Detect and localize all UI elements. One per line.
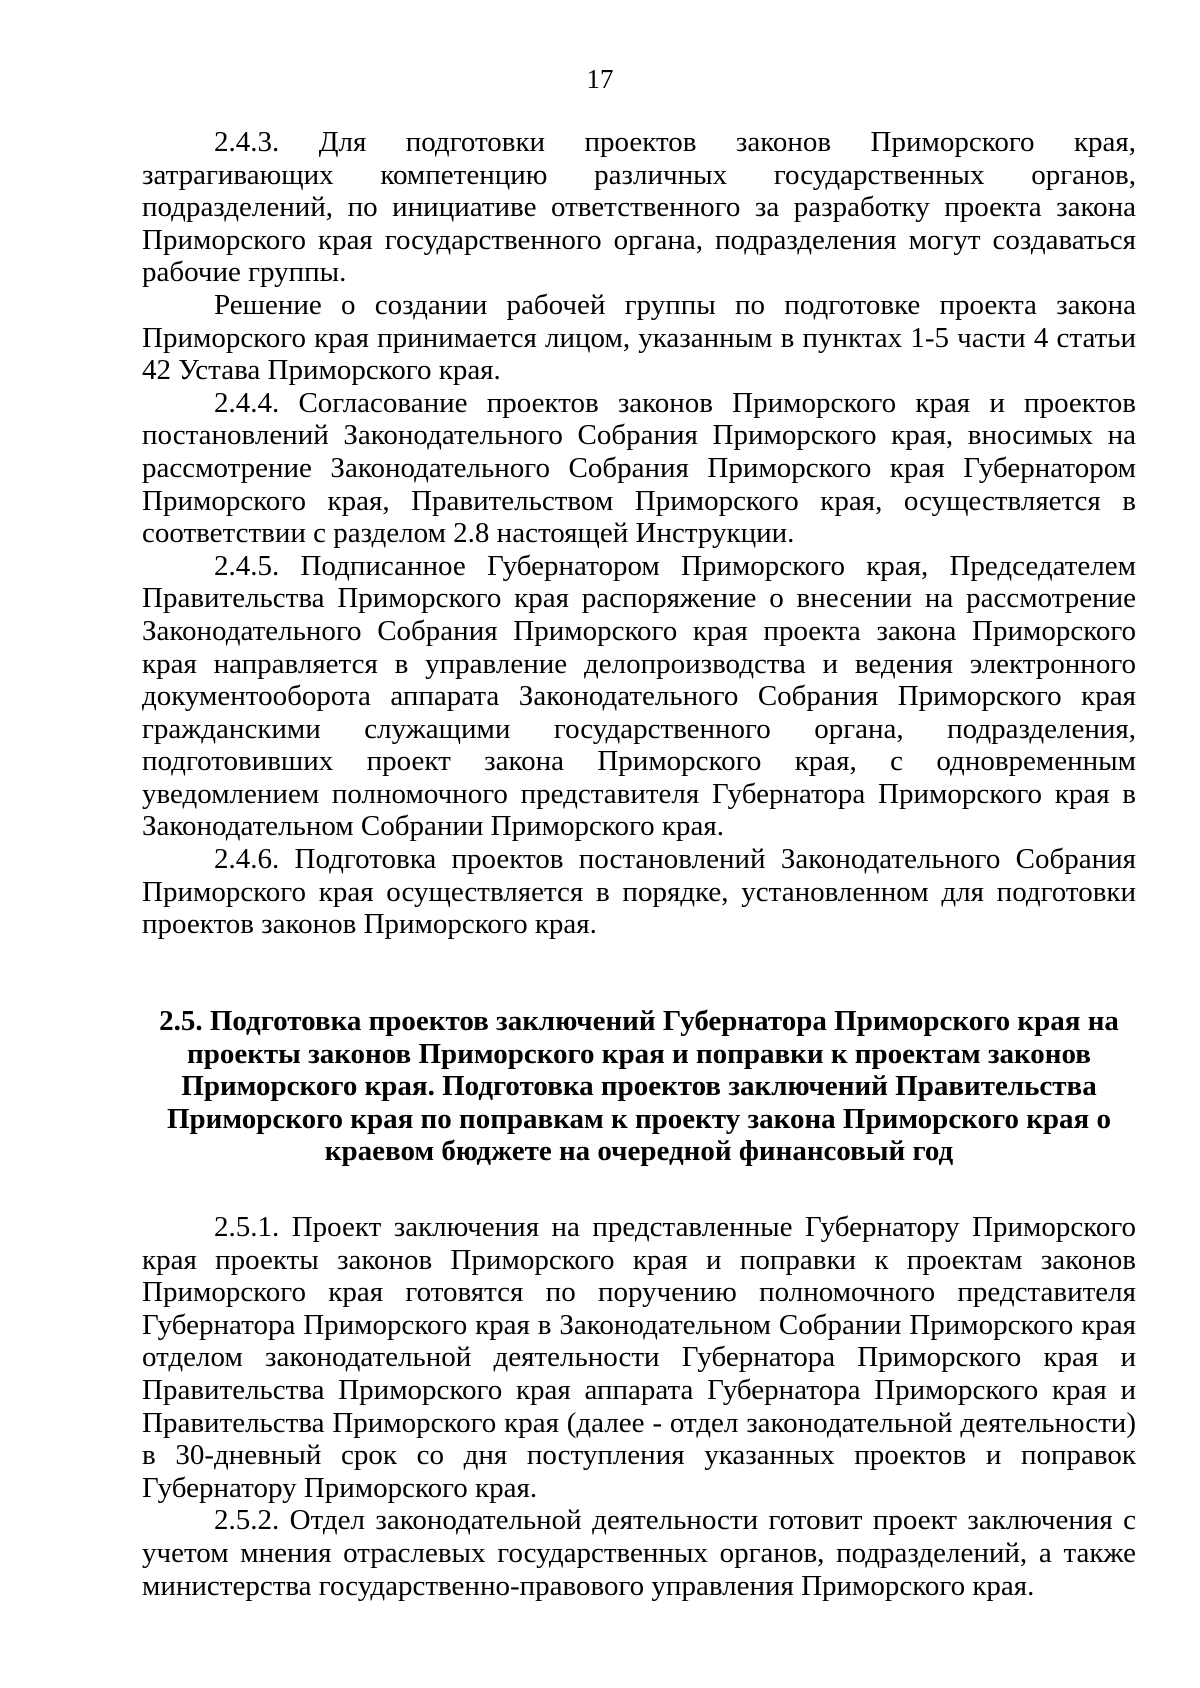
paragraph-2-4-4: 2.4.4. Согласование проектов законов Приморского края и проектов постановлений Законодательного Собрания Приморского края, вносимых на рассмотрение Законодательного Собрания Приморского края Губернатором Приморского края, Правительством Приморского края, осуществляется в соответствии с разделом 2.8 настоящей Инструкции. — [142, 386, 1136, 550]
paragraph-2-4-5: 2.4.5. Подписанное Губернатором Приморского края, Председателем Правительства Приморского края распоряжение о внесении на рассмотрение Законодательного Собрания Приморского края проекта закона Приморского края направляется в управление делопроизводства и ведения электронного документооборота аппарата Законодательного Собрания Приморского края гражданскими служащими государственного органа, подразделения, подготовивших проект закона Приморского края, с одновременным уведомлением полномочного представителя Губернатора Приморского края в Законодательном Собрании Приморского края. — [142, 549, 1136, 843]
paragraph-2-4-6: 2.4.6. Подготовка проектов постановлений Законодательного Собрания Приморского края осуществляется в порядке, установленном для подготовки проектов законов Приморского края. — [142, 843, 1136, 941]
paragraph-2-5-1: 2.5.1. Проект заключения на представленные Губернатору Приморского края проекты законов Приморского края и поправки к проектам законов Приморского края готовятся по поручению полномочного представителя Губернатора Приморского края в Законодательном Собрании Приморского края отделом законодательной деятельности Губернатора Приморского края и Правительства Приморского края аппарата Губернатора Приморского края и Правительства Приморского края (далее - отдел законодательной деятельности) в 30-дневный срок со дня поступления указанных проектов и поправок Губернатору Приморского края. — [142, 1211, 1136, 1504]
text-block-top — [142, 126, 1136, 941]
paragraph-working-group-decision: Решение о создании рабочей группы по подготовке проекта закона Приморского края принимается лицом, указанным в пунктах 1-5 части 4 статьи 42 Устава Приморского края. — [142, 288, 1136, 387]
section-heading-2-5: 2.5. Подготовка проектов заключений Губернатора Приморского края на проекты законов Приморского края и поправки к проектам законов Приморского края. Подготовка проектов заключений Правительства Приморского края по поправкам к проекту закона Приморского края о краевом бюджете на очередной финансовый год — [159, 1005, 1119, 1168]
paragraph-2-4-3: 2.4.3. Для подготовки проектов законов Приморского края, затрагивающих компетенцию различных государственных органов, подразделений, по инициативе ответственного за разработку проекта закона Приморского края государственного органа, подразделения могут создаваться рабочие группы. — [142, 126, 1136, 289]
text-block-bottom — [142, 1211, 1136, 1602]
page-number: 17 — [586, 64, 614, 94]
paragraph-2-5-2: 2.5.2. Отдел законодательной деятельности готовит проект заключения с учетом мнения отраслевых государственных органов, подразделений, а также министерства государственно-правового управления Приморского края. — [142, 1504, 1136, 1602]
